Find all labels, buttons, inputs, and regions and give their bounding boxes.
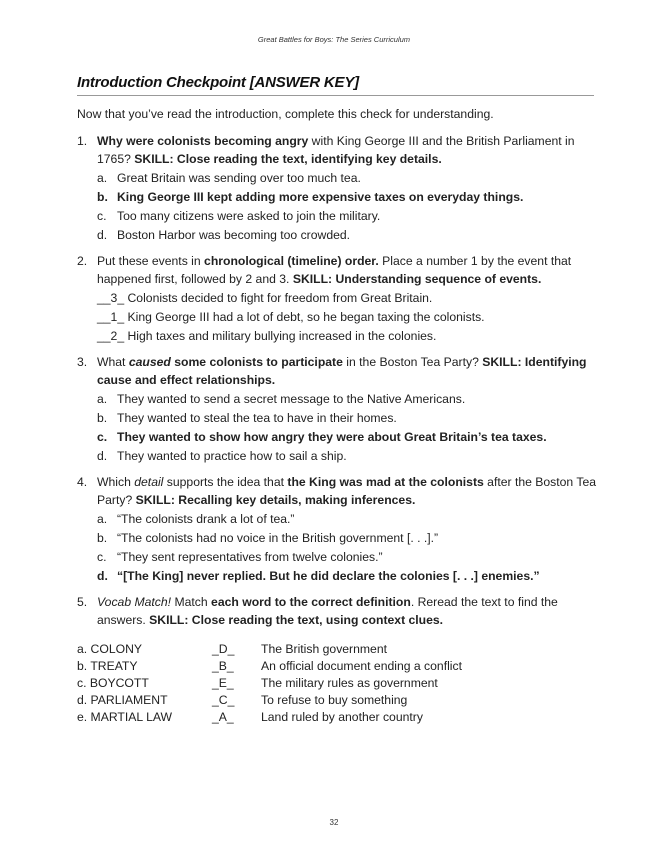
vocab-definition: The British government xyxy=(261,642,387,656)
vocab-definition: An official document ending a conflict xyxy=(261,659,462,673)
vocab-answer: _B_ xyxy=(212,659,234,673)
question-text: . Reread the text to find the answers. xyxy=(97,595,558,627)
option-a: a. They wanted to send a secret message to the Native Americans. xyxy=(97,391,466,406)
vocab-term: d. PARLIAMENT xyxy=(77,693,168,707)
vocab-row xyxy=(77,692,597,709)
vocab-definition: To refuse to buy something xyxy=(261,693,408,707)
option-c-correct: c. They wanted to show how angry they were about Great Britain’s tea taxes. xyxy=(97,429,547,444)
question-text: Place a number 1 by the event that happened first, followed by 2 and 3. xyxy=(97,254,572,286)
question-emphasis: Vocab Match! xyxy=(97,595,172,609)
question-emphasis: detail xyxy=(134,475,164,489)
vocab-answer: _A_ xyxy=(212,710,234,724)
sequence-item-2: __1_ King George III had a lot of debt, so he began taxing the colonists. xyxy=(97,309,485,324)
vocab-term: b. TREATY xyxy=(77,659,138,673)
option-a: a. “The colonists drank a lot of tea.” xyxy=(97,511,295,526)
question-emphasis: some colonists to participate xyxy=(170,355,343,369)
skill-label: SKILL: Understanding sequence of events. xyxy=(292,271,542,286)
running-header: Great Battles for Boys: The Series Curriculum xyxy=(257,35,411,44)
question-number: 3. xyxy=(77,355,88,369)
intro-text: Now that you’ve read the introduction, complete this check for understanding. xyxy=(77,107,494,121)
option-c: c. Too many citizens were asked to join the military. xyxy=(97,208,381,223)
vocab-row xyxy=(77,709,597,726)
vocab-answer: _C_ xyxy=(212,693,235,707)
question-number: 2. xyxy=(77,254,88,268)
questions xyxy=(77,133,597,638)
option-b: b. “The colonists had no voice in the British government [. . .].” xyxy=(97,530,439,545)
question-emphasis: the King was mad at the colonists xyxy=(287,475,484,489)
question-text: in the Boston Tea Party? xyxy=(342,355,483,369)
option-b-correct: b. King George III kept adding more expensive taxes on everyday things. xyxy=(97,189,524,204)
vocab-row xyxy=(77,675,597,692)
vocab-term: c. BOYCOTT xyxy=(77,676,149,690)
sequence-item-1: __3_ Colonists decided to fight for freedom from Great Britain. xyxy=(97,290,433,305)
question-text: Which xyxy=(97,475,135,489)
question-number: 1. xyxy=(77,134,88,148)
question-1 xyxy=(77,133,597,244)
question-4 xyxy=(77,474,597,585)
option-b: b. They wanted to steal the tea to have in their homes. xyxy=(97,410,397,425)
vocab-term: a. COLONY xyxy=(77,642,143,656)
question-emphasis: each word to the correct definition xyxy=(211,595,411,609)
skill-label: SKILL: Close reading the text, identifying key details. xyxy=(134,151,442,166)
question-emphasis: caused xyxy=(128,355,171,369)
vocab-answer: _D_ xyxy=(212,642,235,656)
option-a: a. Great Britain was sending over too much tea. xyxy=(97,170,361,185)
question-text: What xyxy=(97,355,129,369)
skill-label: SKILL: Recalling key details, making inferences. xyxy=(135,492,416,507)
vocab-row xyxy=(77,641,597,658)
question-text: supports the idea that xyxy=(163,475,288,489)
question-emphasis: Why were colonists becoming angry xyxy=(97,134,309,148)
page-number: 32 xyxy=(329,818,339,827)
vocab-definition: Land ruled by another country xyxy=(261,710,423,724)
question-text: Put these events in xyxy=(97,254,205,268)
vocab-match-table xyxy=(77,641,597,726)
question-text: with King George III and the British Parliament in 1765? xyxy=(97,134,575,166)
vocab-term: e. MARTIAL LAW xyxy=(77,710,173,724)
question-emphasis: chronological (timeline) order. xyxy=(204,254,379,268)
vocab-definition: The military rules as government xyxy=(261,676,438,690)
question-2 xyxy=(77,253,597,345)
question-5 xyxy=(77,594,597,629)
question-text: Match xyxy=(171,595,212,609)
question-3 xyxy=(77,354,597,465)
option-c: c. “They sent representatives from twelve colonies.” xyxy=(97,549,383,564)
question-number: 5. xyxy=(77,595,88,609)
skill-label: SKILL: Identifying cause and effect relationships. xyxy=(97,355,587,387)
skill-label: SKILL: Close reading the text, using context clues. xyxy=(149,612,444,627)
title-divider xyxy=(77,95,594,96)
vocab-answer: _E_ xyxy=(212,676,234,690)
option-d: d. They wanted to practice how to sail a ship. xyxy=(97,448,347,463)
question-number: 4. xyxy=(77,475,88,489)
page-title: Introduction Checkpoint [ANSWER KEY] xyxy=(77,74,359,91)
option-d: d. Boston Harbor was becoming too crowded. xyxy=(97,227,351,242)
option-d-correct: d. “[The King] never replied. But he did declare the colonies [. . .] enemies.” xyxy=(97,568,540,583)
sequence-item-3: __2_ High taxes and military bullying increased in the colonies. xyxy=(97,328,437,343)
vocab-row xyxy=(77,658,597,675)
question-text: after the Boston Tea Party? xyxy=(97,475,597,507)
